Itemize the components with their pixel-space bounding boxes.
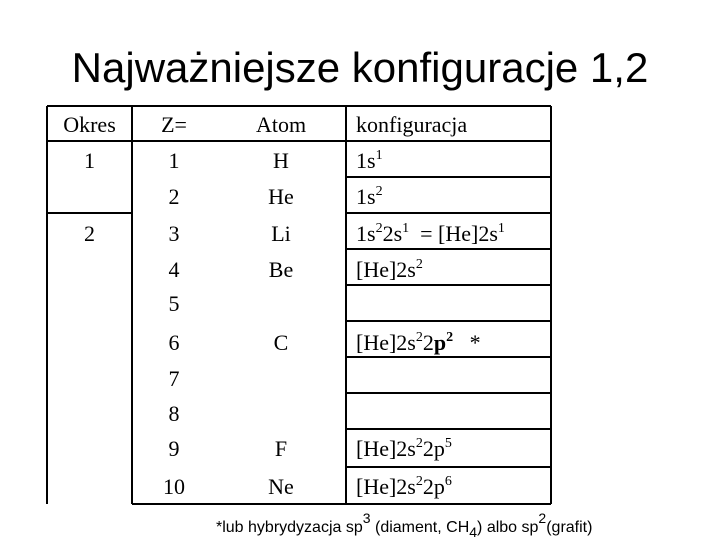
atom-cell: Be: [268, 257, 294, 282]
konfiguracja-cell: $[He]2s^22p^6$: [356, 474, 452, 499]
okres-cell: 2: [84, 221, 95, 246]
header-okres: Okres: [63, 112, 116, 137]
page-title: Najważniejsze konfiguracje 1,2: [71, 44, 649, 91]
footnote: *lub hybrydyzacja $sp^3$ (diament, $CH_4$) albo $sp^2(grafit)$: [216, 510, 593, 540]
z-cell: 3: [168, 221, 180, 246]
z-cell: 5: [168, 291, 180, 316]
konfiguracja-cell: $[He]2s^22p^2$ *: [356, 330, 481, 355]
header-konfiguracja: konfiguracja: [356, 112, 468, 137]
konfiguracja-cell: $1s^1$: [356, 148, 383, 173]
z-cell: 2: [168, 184, 180, 209]
atom-cell: C: [273, 330, 289, 355]
konfiguracja-cell: $1s^22s^1 = [He]2s^1$: [356, 221, 505, 246]
atom-cell: F: [274, 436, 288, 461]
z-cell: 6: [168, 330, 180, 355]
header-z: Z=: [161, 112, 187, 137]
z-cell: 7: [168, 366, 180, 391]
konfiguracja-cell: $1s^2$: [356, 184, 383, 209]
z-cell: 4: [168, 257, 180, 282]
z-cell: 10: [163, 474, 185, 499]
konfiguracja-cell: $[He]2s^2$: [356, 257, 423, 282]
okres-cell: 1: [84, 148, 95, 173]
z-cell: 8: [168, 401, 180, 426]
atom-cell: Li: [271, 221, 291, 246]
header-atom: Atom: [255, 112, 307, 137]
z-cell: 9: [168, 436, 180, 461]
atom-cell: H: [273, 148, 289, 173]
konfiguracja-cell: $[He]2s^22p^5$: [356, 436, 452, 461]
z-cell: 1: [168, 148, 180, 173]
atom-cell: Ne: [268, 474, 294, 499]
atom-cell: He: [268, 184, 294, 209]
